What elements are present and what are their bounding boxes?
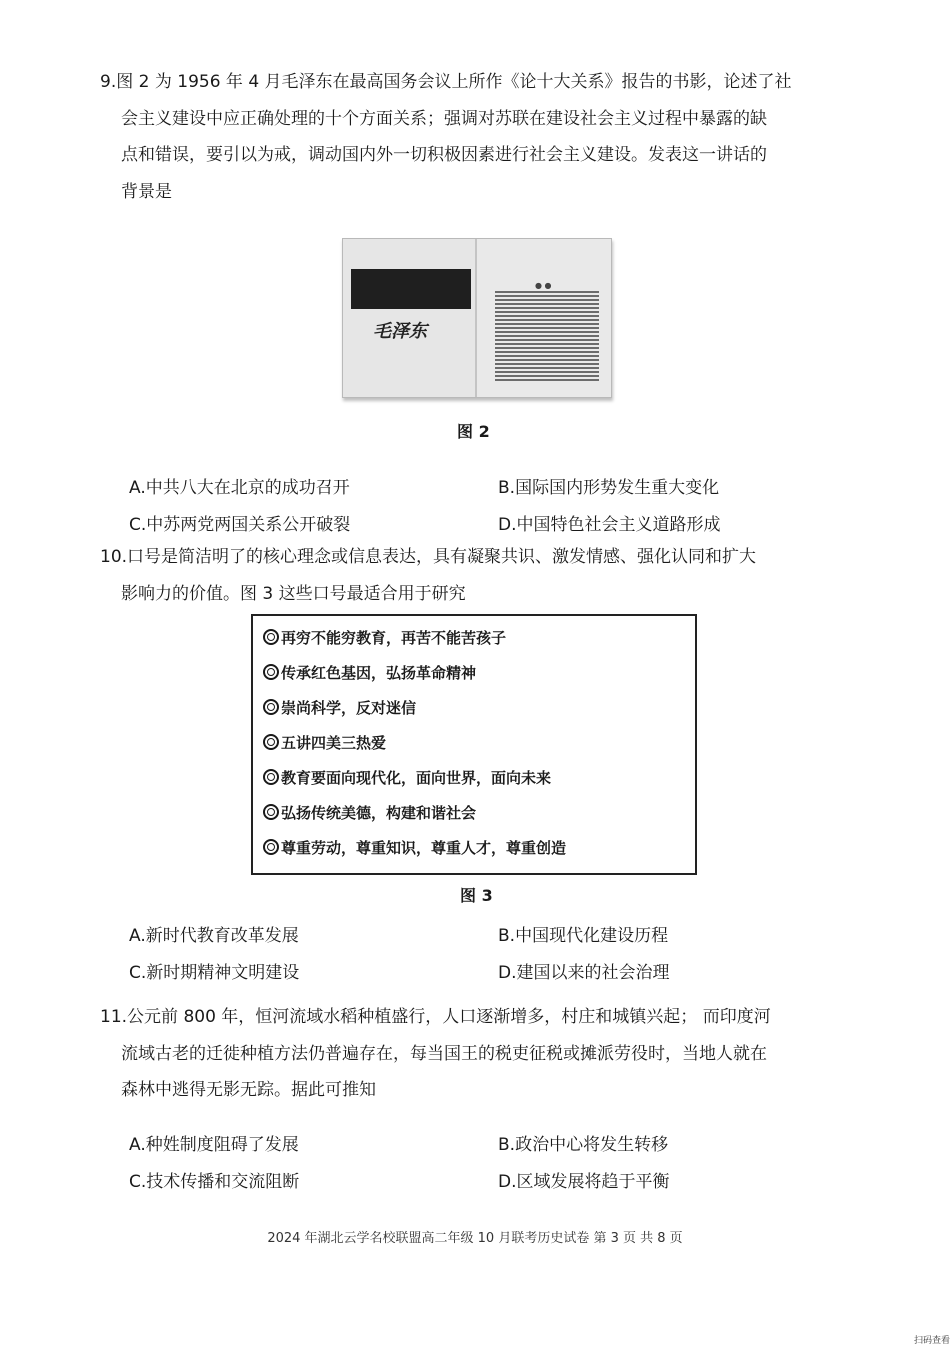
slogan-1: 再穷不能穷教育，再苦不能苦孩子 xyxy=(263,627,506,648)
question-10 xyxy=(100,539,840,612)
slogan-4: 五讲四美三热爱 xyxy=(263,732,386,753)
question-9-line-4: 背景是 xyxy=(121,181,172,202)
double-circle-icon xyxy=(263,699,279,715)
printed-text-block xyxy=(495,291,599,381)
double-circle-icon xyxy=(263,664,279,680)
q11-option-c: C.技术传播和交流阻断 xyxy=(129,1172,300,1192)
q11-option-d: D.区域发展将趋于平衡 xyxy=(498,1172,670,1192)
book-inner-page xyxy=(477,239,611,397)
q10-option-a: A.新时代教育改革发展 xyxy=(129,926,299,946)
slogan-7: 尊重劳动，尊重知识，尊重人才，尊重创造 xyxy=(263,837,566,858)
question-9-line-2: 会主义建设中应正确处理的十个方面关系；强调对苏联在建设社会主义过程中暴露的缺 xyxy=(121,108,767,129)
q9-option-d: D.中国特色社会主义道路形成 xyxy=(498,515,721,535)
question-11 xyxy=(100,999,840,1109)
question-9-line-3: 点和错误，要引以为戒，调动国内外一切积极因素进行社会主义建设。发表这一讲话的 xyxy=(121,145,767,165)
q9-option-b: B.国际国内形势发生重大变化 xyxy=(498,478,720,498)
book-title-block xyxy=(351,269,471,309)
double-circle-icon xyxy=(263,839,279,855)
slogan-6: 弘扬传统美德，构建和谐社会 xyxy=(263,802,476,823)
question-10-line-1: 10.口号是简洁明了的核心理念或信息表达，具有凝聚共识、激发情感、强化认同和扩大 xyxy=(100,547,757,567)
q11-option-a: A.种姓制度阻碍了发展 xyxy=(129,1135,299,1155)
question-11-line-1: 11.公元前 800 年，恒河流域水稻种植盛行，人口逐渐增多，村庄和城镇兴起； 而印度河 xyxy=(100,1007,771,1027)
question-10-line-2: 影响力的价值。图 3 这些口号最适合用于研究 xyxy=(121,583,466,604)
q10-option-d: D.建国以来的社会治理 xyxy=(498,963,670,983)
slogan-2: 传承红色基因，弘扬革命精神 xyxy=(263,662,476,683)
q10-option-c: C.新时期精神文明建设 xyxy=(129,963,300,983)
question-11-line-2: 流域古老的迁徙种植方法仍普遍存在，每当国王的税吏征税或摊派劳役时，当地人就在 xyxy=(121,1043,767,1064)
question-9 xyxy=(100,64,840,210)
page-dots-icon: ● ● xyxy=(535,281,552,290)
book-front-cover xyxy=(343,239,477,397)
q10-option-b: B.中国现代化建设历程 xyxy=(498,926,669,946)
figure-3-caption: 图 3 xyxy=(460,886,493,905)
slogan-5: 教育要面向现代化，面向世界，面向未来 xyxy=(263,767,551,788)
page-footer: 2024 年湖北云学名校联盟高二年级 10 月联考历史试卷 第 3 页 共 8 页 xyxy=(267,1231,683,1246)
slogan-3: 崇尚科学，反对迷信 xyxy=(263,697,416,718)
book-cover xyxy=(342,238,612,398)
double-circle-icon xyxy=(263,804,279,820)
q9-option-c: C.中苏两党两国关系公开破裂 xyxy=(129,515,351,535)
question-11-line-3: 森林中逃得无影无踪。据此可推知 xyxy=(121,1080,376,1100)
q11-option-b: B.政治中心将发生转移 xyxy=(498,1135,669,1155)
figure-2-book-photo xyxy=(342,238,610,400)
author-signature: 毛泽东 xyxy=(373,321,427,342)
double-circle-icon xyxy=(263,629,279,645)
question-9-line-1: 9.图 2 为 1956 年 4 月毛泽东在最高国务会议上所作《论十大关系》报告的书影，论述了社 xyxy=(100,72,792,92)
scan-code-label: 扫码查看 xyxy=(913,1336,950,1346)
double-circle-icon xyxy=(263,769,279,785)
figure-2-caption: 图 2 xyxy=(457,422,490,441)
q9-option-a: A.中共八大在北京的成功召开 xyxy=(129,478,350,498)
double-circle-icon xyxy=(263,734,279,750)
figure-3-slogan-box xyxy=(251,614,697,875)
